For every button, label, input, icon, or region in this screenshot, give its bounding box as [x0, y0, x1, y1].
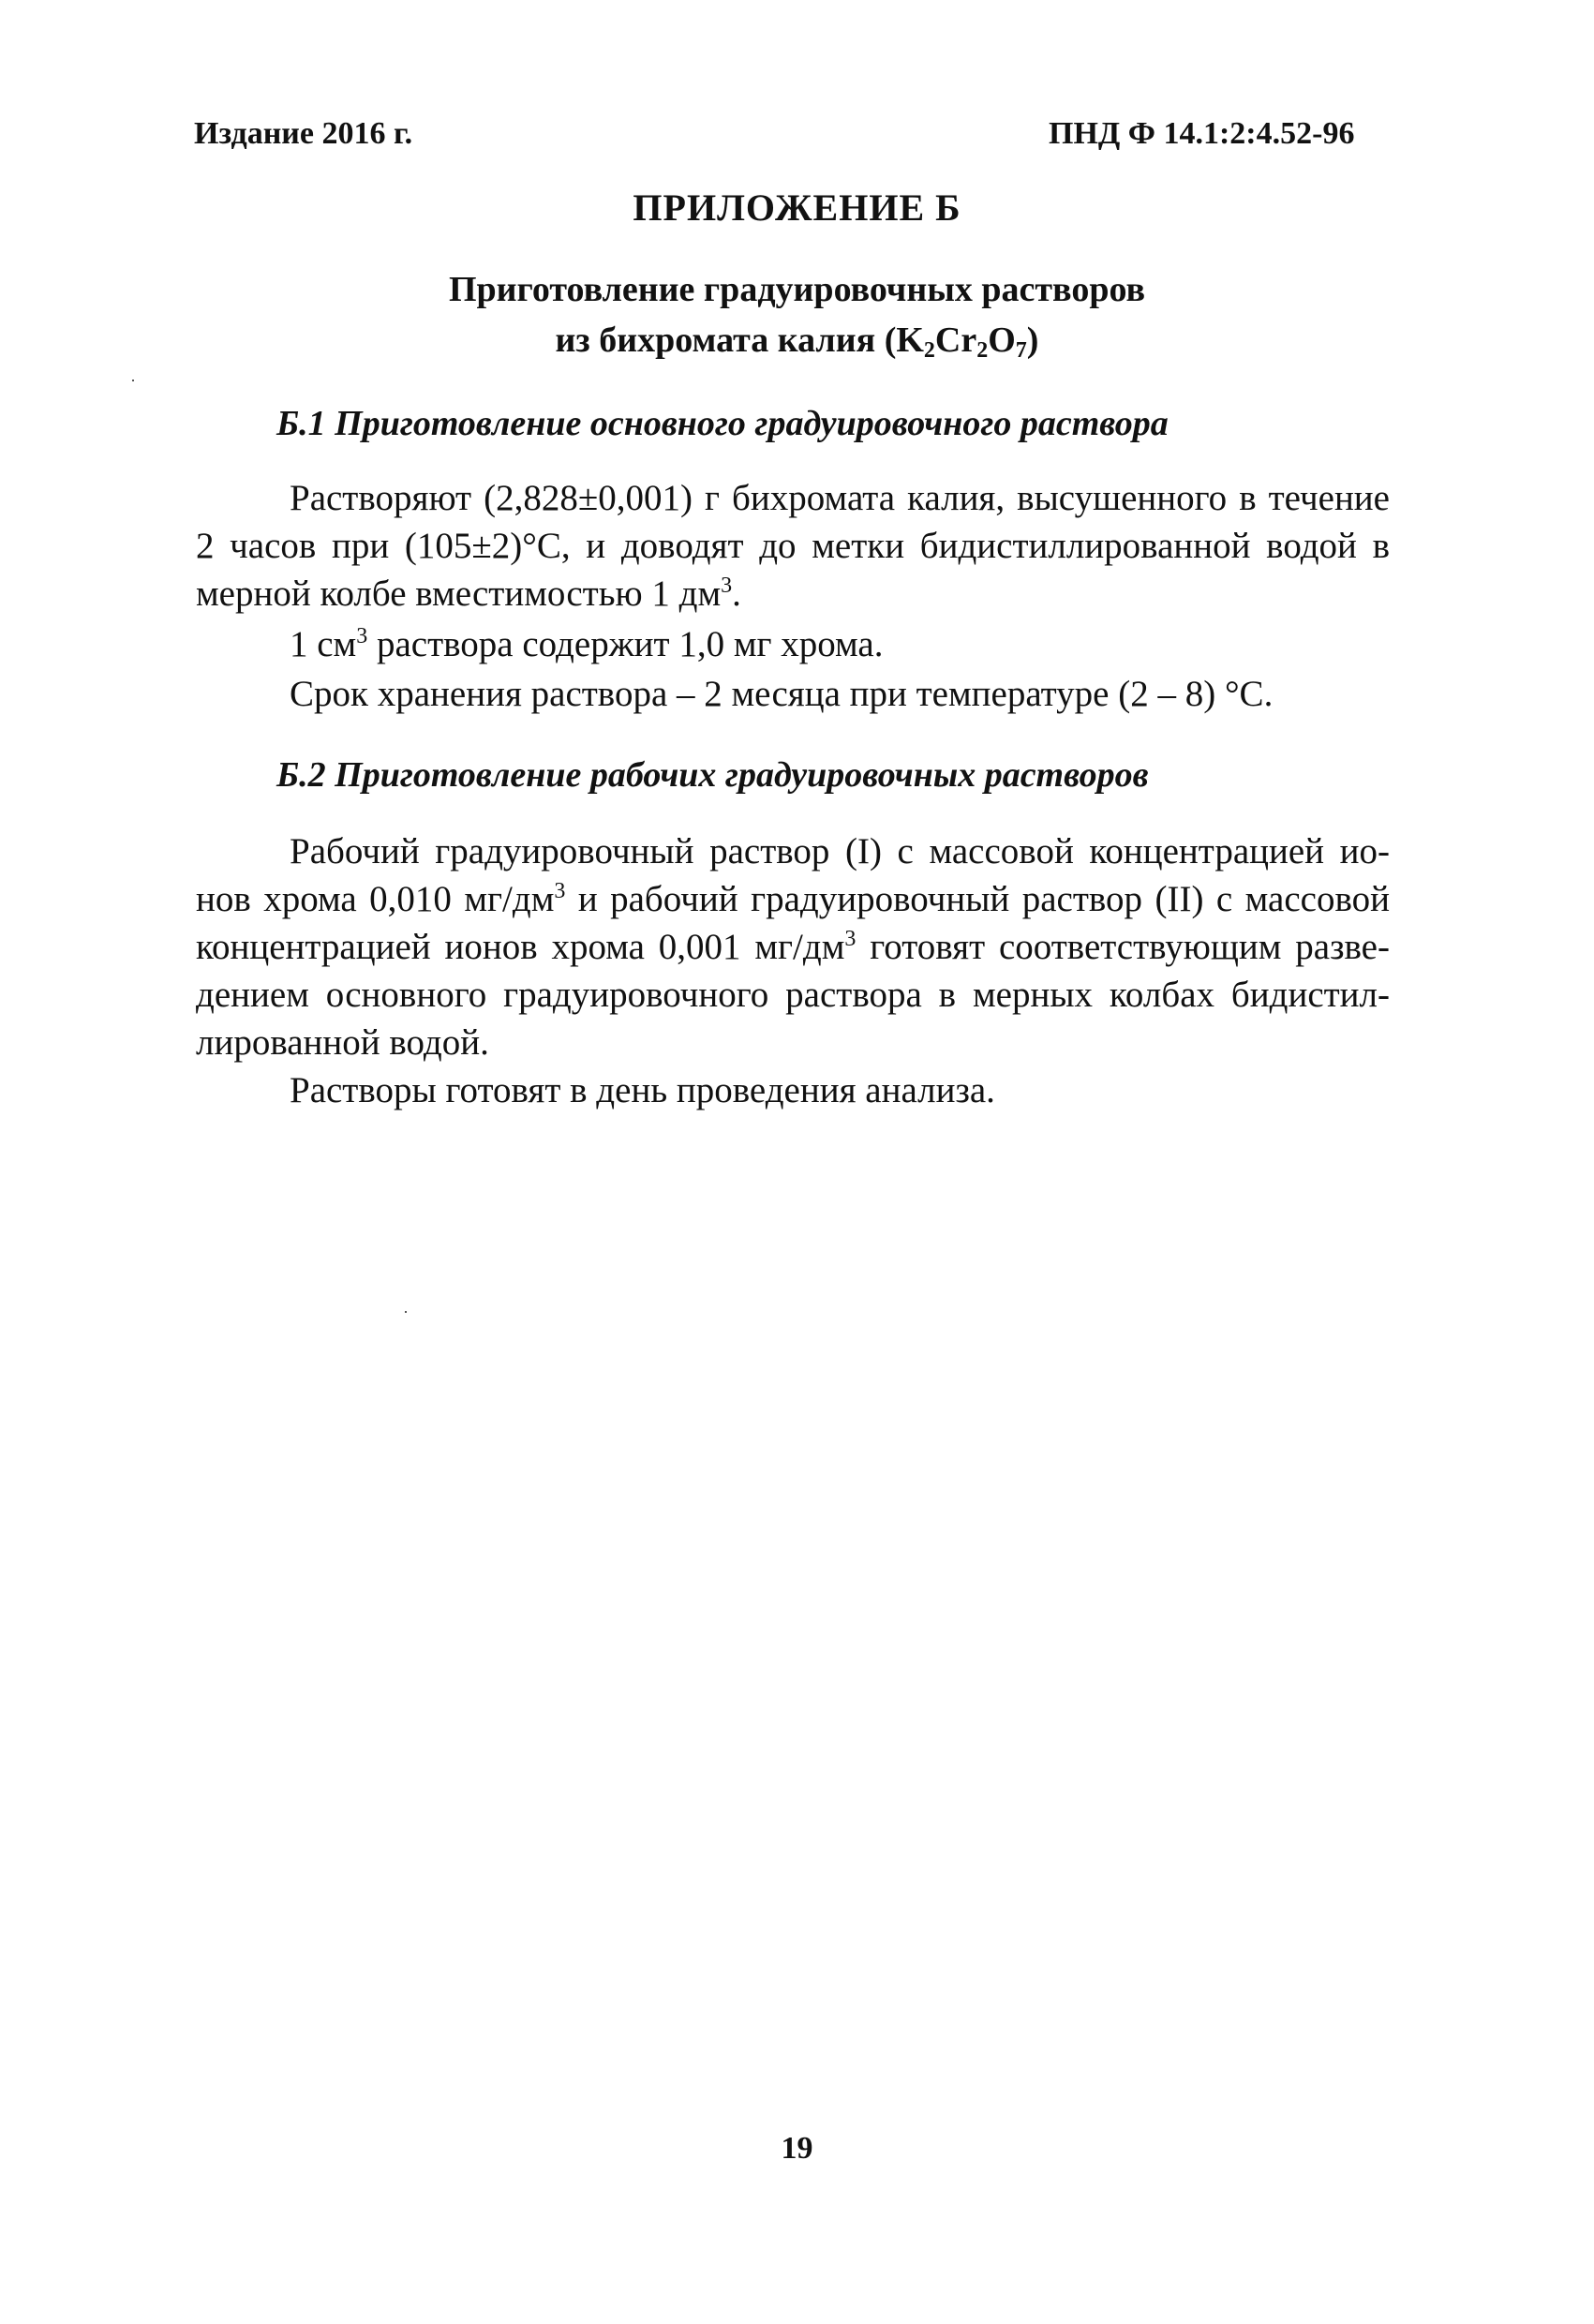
section-2-paragraph [196, 827, 1390, 1066]
paragraph-line [196, 923, 1390, 971]
line-2-pre: нов хрома 0,010 мг/дм [196, 879, 555, 919]
appendix-title: ПРИЛОЖЕНИЕ Б [633, 186, 961, 229]
storage-note: Срок хранения раствора – 2 месяца при температуре (2 – 8) °С. [290, 674, 1274, 714]
document-title [0, 264, 1594, 365]
title-line-1: Приготовление градуировочных растворов [448, 270, 1146, 309]
title-close: ) [1026, 320, 1039, 360]
title-line-2-prefix: из бихромата калия (K [555, 320, 924, 360]
paragraph-line: Растворяют (2,828±0,001) г бихромата калия, высушенного в течение [290, 478, 1390, 518]
paragraph-line: Рабочий градуировочный раствор (I) с массовой концентрацией ио- [290, 831, 1390, 872]
section-1-heading: Б.1 Приготовление основного градуировочного раствора [276, 404, 1169, 443]
superscript: 3 [721, 574, 733, 598]
section-1-paragraph [196, 474, 1390, 618]
concentration-pre: 1 см [290, 624, 357, 664]
page-number: 19 [781, 2131, 813, 2166]
volume-text: мерной колбе вместимостью 1 дм [196, 574, 722, 614]
superscript: 3 [554, 879, 566, 903]
document-code: ПНД Ф 14.1:2:4.52-96 [1049, 116, 1355, 151]
title-cr: Cr [934, 320, 977, 360]
edition-label: Издание 2016 г. [194, 116, 413, 151]
title-sub-o: 7 [1015, 338, 1027, 363]
section-2-heading: Б.2 Приготовление рабочих градуировочных растворов [276, 755, 1149, 795]
same-day-note: Растворы готовят в день проведения анализа. [290, 1070, 995, 1110]
title-line-2 [0, 315, 1594, 365]
paragraph-line: лированной водой. [196, 1022, 489, 1063]
paragraph-line: 2 часов при (105±2)°С, и доводят до метки бидистиллированной водой в [196, 526, 1390, 566]
title-sub-cr: 2 [976, 338, 989, 363]
line-3-pre: концентрацией ионов хрома 0,001 мг/дм [196, 927, 845, 967]
paragraph-line: дением основного градуировочного раствора в мерных колбах бидистил- [196, 975, 1390, 1015]
period: . [732, 574, 741, 614]
paragraph-line [196, 875, 1390, 923]
line-2-post: и рабочий градуировочный раствор (II) с массовой [565, 879, 1390, 919]
title-sub-k: 2 [923, 338, 935, 363]
concentration-post: раствора содержит 1,0 мг хрома. [367, 624, 884, 664]
line-3-post: готовят соответствующим разве- [856, 927, 1390, 967]
superscript: 3 [844, 927, 857, 951]
scan-speck [405, 1311, 407, 1313]
scan-speck [132, 380, 134, 381]
concentration-note [290, 623, 883, 665]
superscript: 3 [356, 624, 368, 648]
title-o: O [988, 320, 1016, 360]
paragraph-line [196, 570, 1390, 618]
